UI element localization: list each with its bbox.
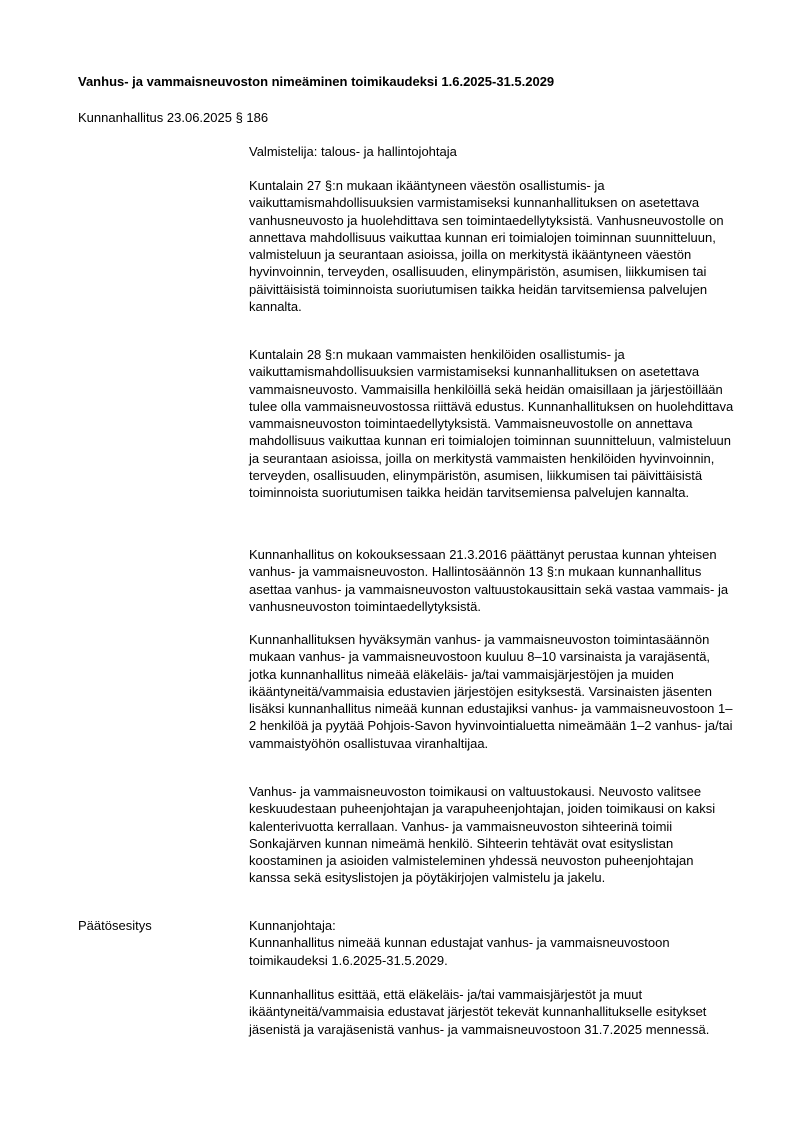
decision-proposal-continued: [249, 986, 735, 1038]
decision-proposer: Kunnanjohtaja:: [249, 918, 336, 933]
paragraph-text: Kunnanhallitus on kokouksessaan 21.3.2016 päättänyt perustaa kunnan yhteisen vanhus- ja vammaisneuvoston. Hallintosäännön 13 §:n mukaan kunnanhallitus asettaa vanhus- ja vammaisneuvoston valtuustokausittain sekä vastaa vammais- ja vanhusneuvoston toimintaedellytyksistä.: [249, 547, 729, 614]
preparer-line: [249, 143, 735, 160]
paragraph-text: Kuntalain 28 §:n mukaan vammaisten henkilöiden osallistumis- ja vaikuttamismahdollisuuksien varmistamiseksi kunnanhallituksen on asetettava vammaisneuvosto. Vammaisilla henkilöillä sekä heidän omaisillaan ja järjestöillään tulee olla vammaisneuvostossa riittävä edustus. Kunnanhallituksen on huolehdittava vammaisneuvoston toimintaedellytyksistä. Vammaisneuvostolle on annettava mahdollisuus vaikuttaa kunnan eri toimialojen toiminnan suunnitteluun, valmisteluun ja seurantaan asioissa, joilla on merkitystä vammaisten henkilöiden hyvinvoinnin, terveyden, osallisuuden, elinympäristön, asumisen, liikkumisen tai päivittäisistä toiminnoista suoriutumisen taikka heidän tarvitsemiensa palvelujen kannalta.: [249, 347, 734, 501]
paragraph-5: [249, 783, 735, 887]
paragraph-1: [249, 177, 735, 315]
paragraph-4: [249, 631, 735, 752]
decision-text-1: Kunnanhallitus nimeää kunnan edustajat vanhus- ja vammaisneuvostoon toimikaudeksi 1.6.2025-31.5.2029.: [249, 935, 670, 968]
paragraph-text: Vanhus- ja vammaisneuvoston toimikausi on valtuustokausi. Neuvosto valitsee keskuudestaan puheenjohtajan ja varapuheenjohtajan, joiden toimikausi on kaksi kalenterivuotta kerrallaan. Vanhus- ja vammaisneuvoston sihteerinä toimii Sonkajärven kunnan nimeämä henkilö. Sihteerin tehtävät ovat esityslistan koostaminen ja asioiden valmisteleminen yhdessä neuvoston puheenjohtajan kanssa sekä esityslistojen ja pöytäkirjojen valmistelu ja jakelu.: [249, 784, 716, 886]
preparer-text: Valmistelija: talous- ja hallintojohtaja: [249, 144, 457, 159]
paragraph-2: [249, 346, 735, 502]
decision-label: Päätösesitys: [78, 918, 152, 933]
document-title: Vanhus- ja vammaisneuvoston nimeäminen toimikaudeksi 1.6.2025-31.5.2029: [78, 74, 555, 89]
paragraph-text: Kunnanhallituksen hyväksymän vanhus- ja vammaisneuvoston toimintasäännön mukaan vanhus- ja vammaisneuvostoon kuuluu 8–10 varsinaista ja varajäsentä, jotka kunnanhallitus nimeää eläkeläis- ja/tai vammaisjärjestöjen ja muiden ikääntyneitä/vammaisia edustavien järjestöjen esityksestä. Varsinaisten jäsenten lisäksi kunnanhallitus nimeää kunnan edustajiksi vanhus- ja vammaisneuvostoon 1–2 henkilöä ja pyytää Pohjois-Savon hyvinvointialuetta nimeämään 1–2 vanhus- ja/tai vammaistyöhön osallistuvaa viranhaltijaa.: [249, 632, 733, 751]
meeting-reference: Kunnanhallitus 23.06.2025 § 186: [78, 110, 269, 125]
decision-proposal: [249, 917, 735, 969]
decision-text-2: Kunnanhallitus esittää, että eläkeläis- ja/tai vammaisjärjestöt ja muut ikääntyneitä/vammaisia edustavat järjestöt tekevät kunnanhallitukselle esitykset jäsenistä ja varajäsenistä vanhus- ja vammaisneuvostoon 31.7.2025 mennessä.: [249, 987, 710, 1037]
paragraph-3: [249, 546, 735, 615]
paragraph-text: Kuntalain 27 §:n mukaan ikääntyneen väestön osallistumis- ja vaikuttamismahdollisuuksien varmistamiseksi kunnanhallituksen on asetettava vanhusneuvosto ja huolehdittava sen toimintaedellytyksistä. Vanhusneuvostolle on annettava mahdollisuus vaikuttaa kunnan eri toimialojen toiminnan suunnitteluun, valmisteluun ja seurantaan asioissa, joilla on merkitystä ikääntyneen väestön hyvinvoinnin, terveyden, osallisuuden, elinympäristön, asumisen, liikkumisen tai päivittäisistä toiminnoista suoriutumisen taikka heidän tarvitsemiensa palvelujen kannalta.: [249, 178, 724, 315]
